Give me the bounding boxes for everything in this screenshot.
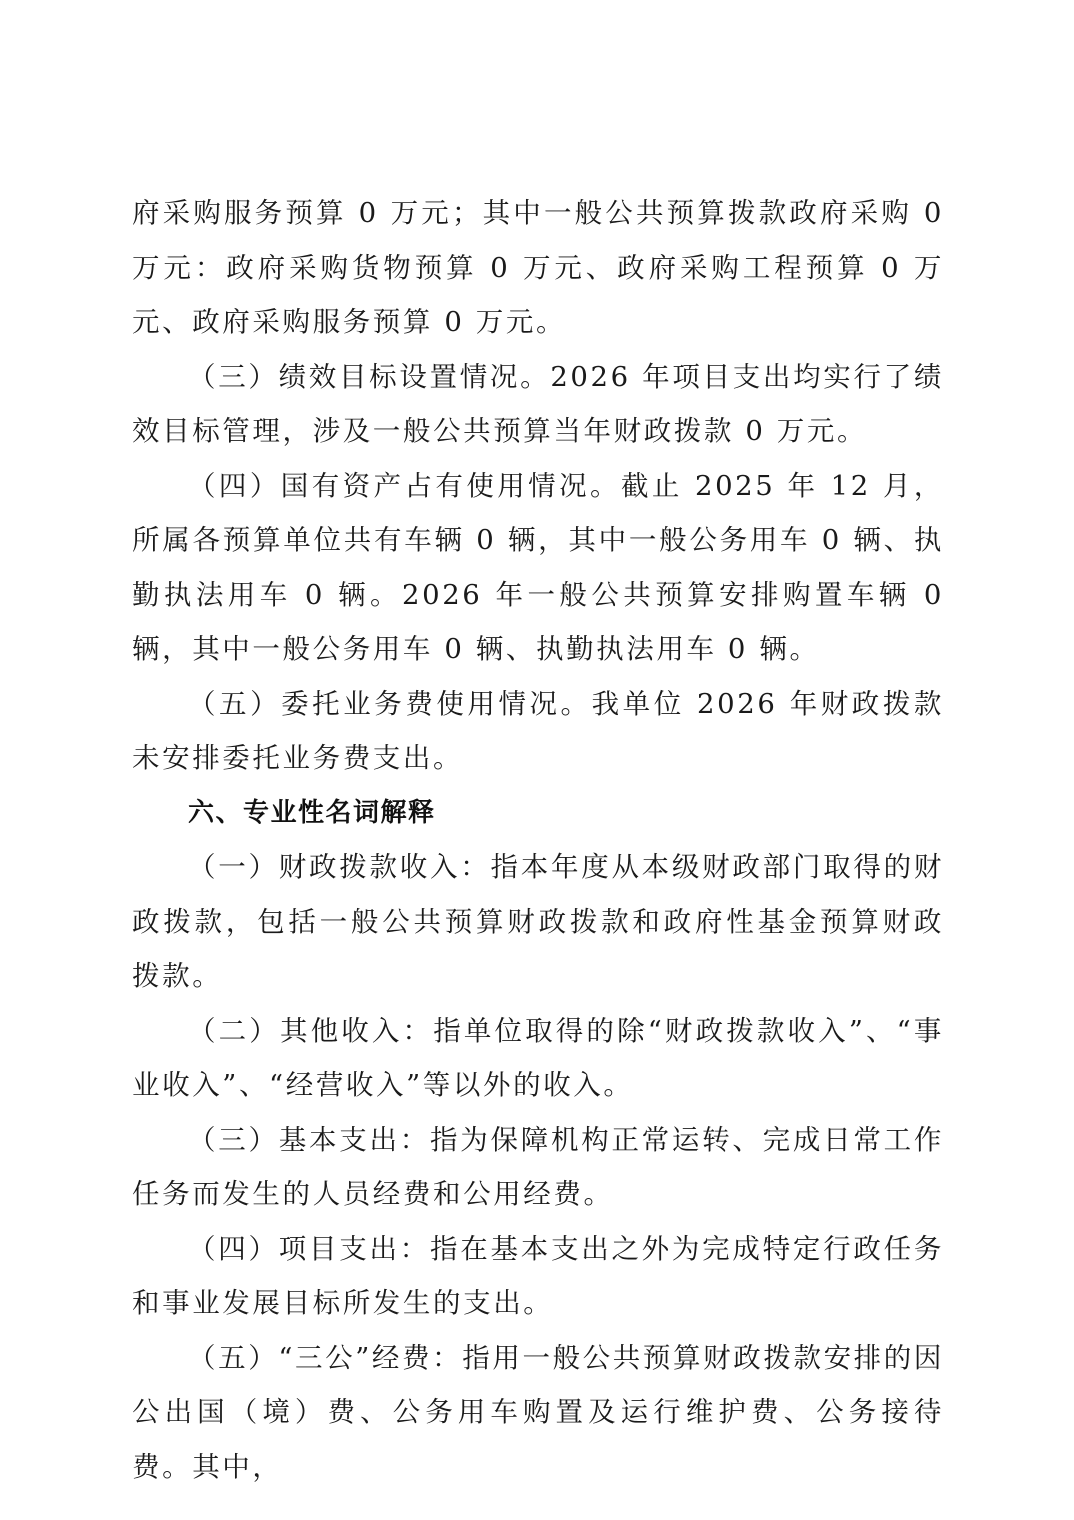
paragraph-term-fiscal-appropriation: （一）财政拨款收入：指本年度从本级财政部门取得的财政拨款，包括一般公共预算财政拨款和政府性基金预算财政拨款。	[132, 851, 944, 992]
paragraph-term-other-income: （二）其他收入：指单位取得的除“财政拨款收入”、“事业收入”、“经营收入”等以外的收入。	[132, 1014, 944, 1101]
paragraph-procurement-continued: 府采购服务预算 0 万元；其中一般公共预算拨款政府采购 0 万元：政府采购货物预算 0 万元、政府采购工程预算 0 万元、政府采购服务预算 0 万元。	[132, 197, 944, 338]
document-body	[132, 186, 944, 1494]
paragraph-term-basic-expenditure: （三）基本支出：指为保障机构正常运转、完成日常工作任务而发生的人员经费和公用经费。	[132, 1123, 944, 1210]
paragraph-term-project-expenditure: （四）项目支出：指在基本支出之外为完成特定行政任务和事业发展目标所发生的支出。	[132, 1232, 944, 1319]
paragraph-state-assets: （四）国有资产占有使用情况。截止 2025 年 12 月，所属各预算单位共有车辆 0 辆，其中一般公务用车 0 辆、执勤执法用车 0 辆。2026 年一般公共预算安排购置车辆 0 辆，其中一般公务用车 0 辆、执勤执法用车 0 辆。	[132, 469, 944, 665]
paragraph-term-three-public-expenses: （五）“三公”经费：指用一般公共预算财政拨款安排的因公出国（境）费、公务用车购置及运行维护费、公务接待费。其中，	[132, 1341, 944, 1483]
section-heading-terms: 六、专业性名词解释	[188, 797, 436, 828]
paragraph-performance-targets: （三）绩效目标设置情况。2026 年项目支出均实行了绩效目标管理，涉及一般公共预算当年财政拨款 0 万元。	[132, 360, 944, 447]
paragraph-entrusted-business-fees: （五）委托业务费使用情况。我单位 2026 年财政拨款未安排委托业务费支出。	[132, 687, 944, 774]
